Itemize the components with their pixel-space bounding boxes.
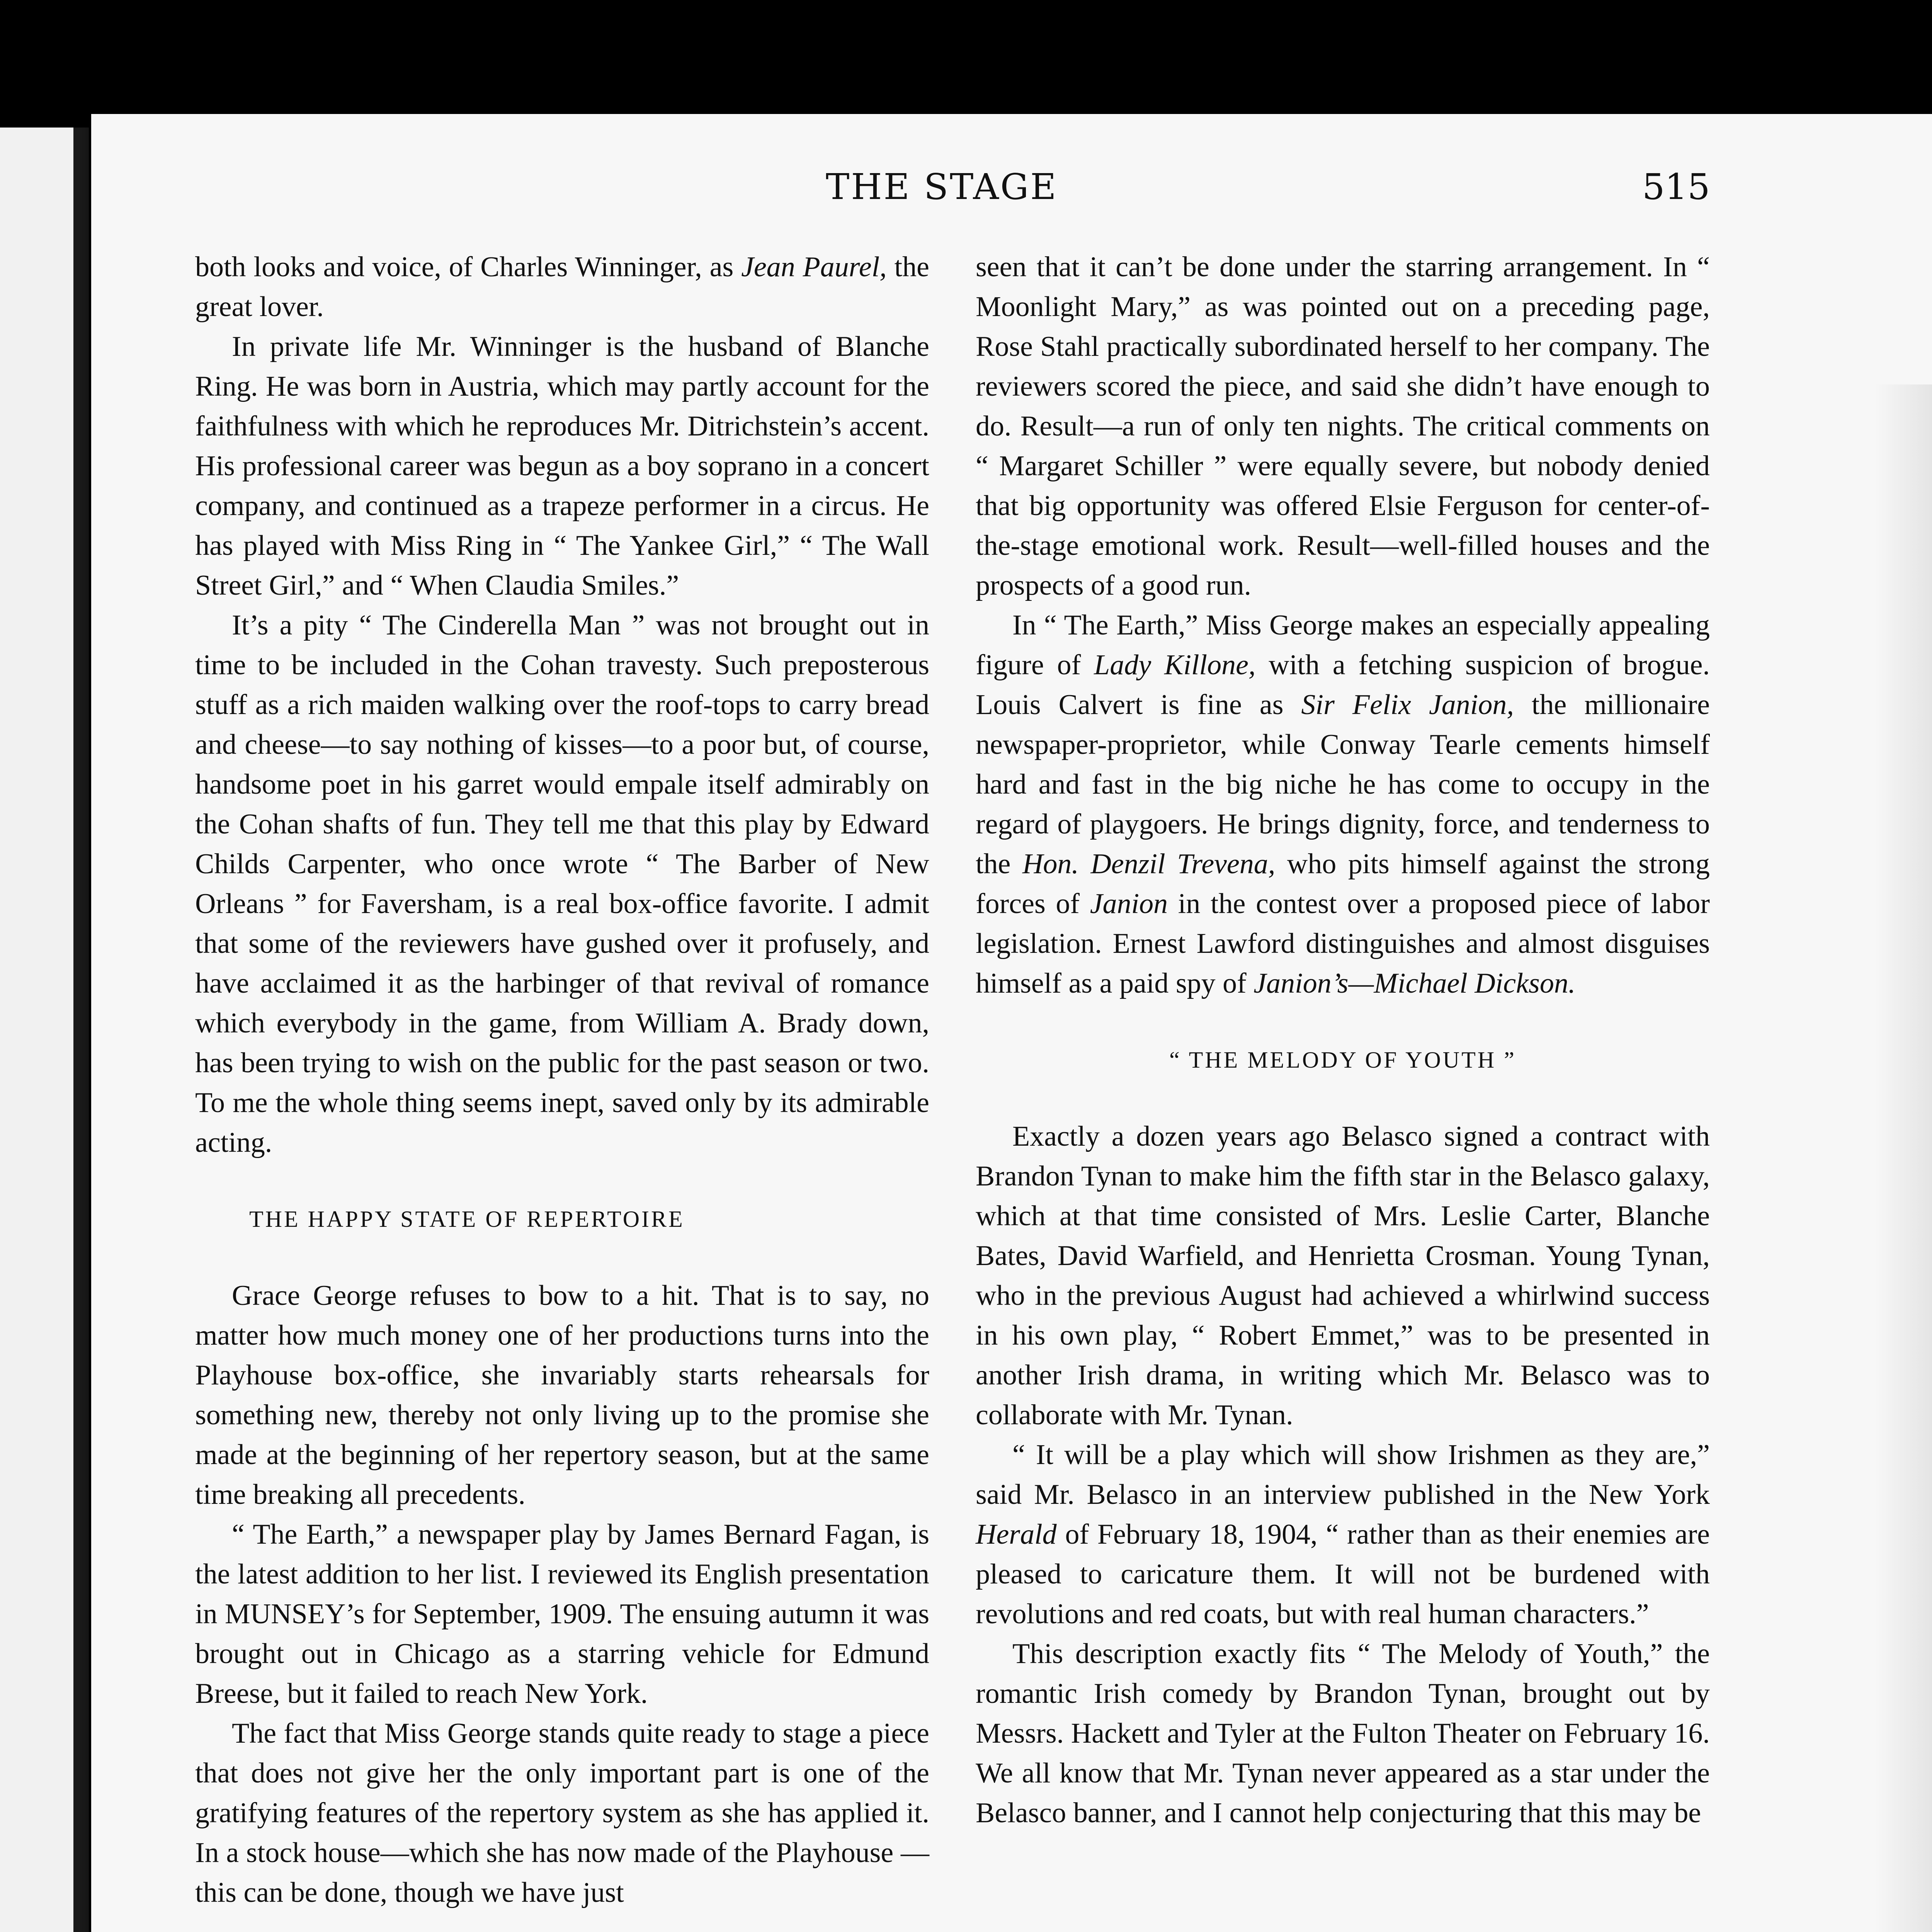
section-heading: THE HAPPY STATE OF REPERTOIRE [249, 1206, 685, 1232]
paragraph: In “ The Earth,” Miss George makes an especially appealing figure of Lady Killone, with a fetching suspicion of brogue. Louis Calvert is fine as Sir Felix Janion, the millionaire newspaper-proprietor, while Conway Tearle cements himself hard and fast in the big niche he has come to occupy in the regard of playgoers. He brings dignity, force, and tenderness to the Hon. Denzil Trevena, who pits himself against the strong forces of Janion in the contest over a proposed piece of labor legislation. Ernest Lawford distinguishes and almost disguises himself as a paid spy of Janion’s—Michael Dickson. [976, 609, 1710, 999]
page-number: 515 [1642, 166, 1710, 207]
paragraph: both looks and voice, of Charles Winninger, as Jean Paurel, the great lover. [195, 251, 929, 323]
paragraph: Exactly a dozen years ago Belasco signed a contract with Brandon Tynan to make him the fifth star in the Belasco galaxy, which at that time consisted of Mrs. Leslie Carter, Blanche Bates, David Warfield, and Henrietta Crosman. Young Tynan, who in the previous August had achieved a whirlwind success in his own play, “ Robert Emmet,” was to be presented in another Irish drama, in writing which Mr. Belasco was to collaborate with Mr. Tynan. [976, 1121, 1710, 1431]
paragraph: In private life Mr. Winninger is the husband of Blanche Ring. He was born in Austria, which may partly account for the faithfulness with which he reproduces Mr. Ditrichstein’s accent. His professional career was begun as a boy soprano in a concert company, and continued as a trapeze performer in a circus. He has played with Miss Ring in “ The Yankee Girl,” “ The Wall Street Girl,” and “ When Claudia Smiles.” [195, 331, 929, 601]
paragraph: Grace George refuses to bow to a hit. That is to say, no matter how much money one of her productions turns into the Playhouse box-office, she invariably starts rehearsals for something new, thereby not only living up to the promise she made at the beginning of her repertory season, but at the same time breaking all precedents. [195, 1280, 929, 1510]
paragraph: It’s a pity “ The Cinderella Man ” was not brought out in time to be included in the Cohan travesty. Such preposterous stuff as a rich maiden walking over the roof-tops to carry bread and cheese—to say nothing of kisses—to a poor but, of course, handsome poet in his garret would empale itself admirably on the Cohan shafts of fun. They tell me that this play by Edward Childs Carpenter, who once wrote “ The Barber of New Orleans ” for Faversham, is a real box-office favorite. I admit that some of the reviewers have gushed over it profusely, and have acclaimed it as the harbinger of that revival of romance which everybody in the game, from William A. Brady down, has been trying to wish on the public for the past season or two. To me the whole thing seems inept, saved only by its admirable acting. [195, 609, 929, 1158]
right-column [976, 247, 1710, 1833]
running-title: THE STAGE [826, 166, 1058, 207]
paragraph: “ It will be a play which will show Irishmen as they are,” said Mr. Belasco in an interview published in the New York Herald of February 18, 1904, “ rather than as their enemies are pleased to caricature them. It will not be burdened with revolutions and red coats, but with real human characters.” [976, 1439, 1710, 1630]
section-heading: “ THE MELODY OF YOUTH ” [1169, 1047, 1516, 1073]
paragraph: seen that it can’t be done under the starring arrangement. In “ Moonlight Mary,” as was pointed out on a preceding page, Rose Stahl practically subordinated herself to her company. The reviewers scored the piece, and said she didn’t have enough to do. Result—a run of only ten nights. The critical comments on “ Margaret Schiller ” were equally severe, but nobody denied that big opportunity was offered Elsie Ferguson for center-of-the-stage emotional work. Result—well-filled houses and the prospects of a good run. [976, 251, 1710, 601]
paragraph: The fact that Miss George stands quite ready to stage a piece that does not give her the only important part is one of the gratifying features of the repertory system as she has applied it. In a stock house—which she has now made of the Playhouse —this can be done, though we have just [195, 1718, 929, 1908]
paragraph: “ The Earth,” a newspaper play by James Bernard Fagan, is the latest addition to her list. I reviewed its English presentation in MUNSEY’s for September, 1909. The ensuing autumn it was brought out in Chicago as a starring vehicle for Edmund Breese, but it failed to reach New York. [195, 1519, 929, 1709]
page-gutter [73, 128, 89, 1932]
show-through-shadow [1874, 384, 1932, 1932]
left-column [195, 247, 929, 1913]
paragraph: This description exactly fits “ The Melody of Youth,” the romantic Irish comedy by Brandon Tynan, brought out by Messrs. Hackett and Tyler at the Fulton Theater on February 16. We all know that Mr. Tynan never appeared as a star under the Belasco banner, and I cannot help conjecturing that this may be [976, 1638, 1710, 1829]
